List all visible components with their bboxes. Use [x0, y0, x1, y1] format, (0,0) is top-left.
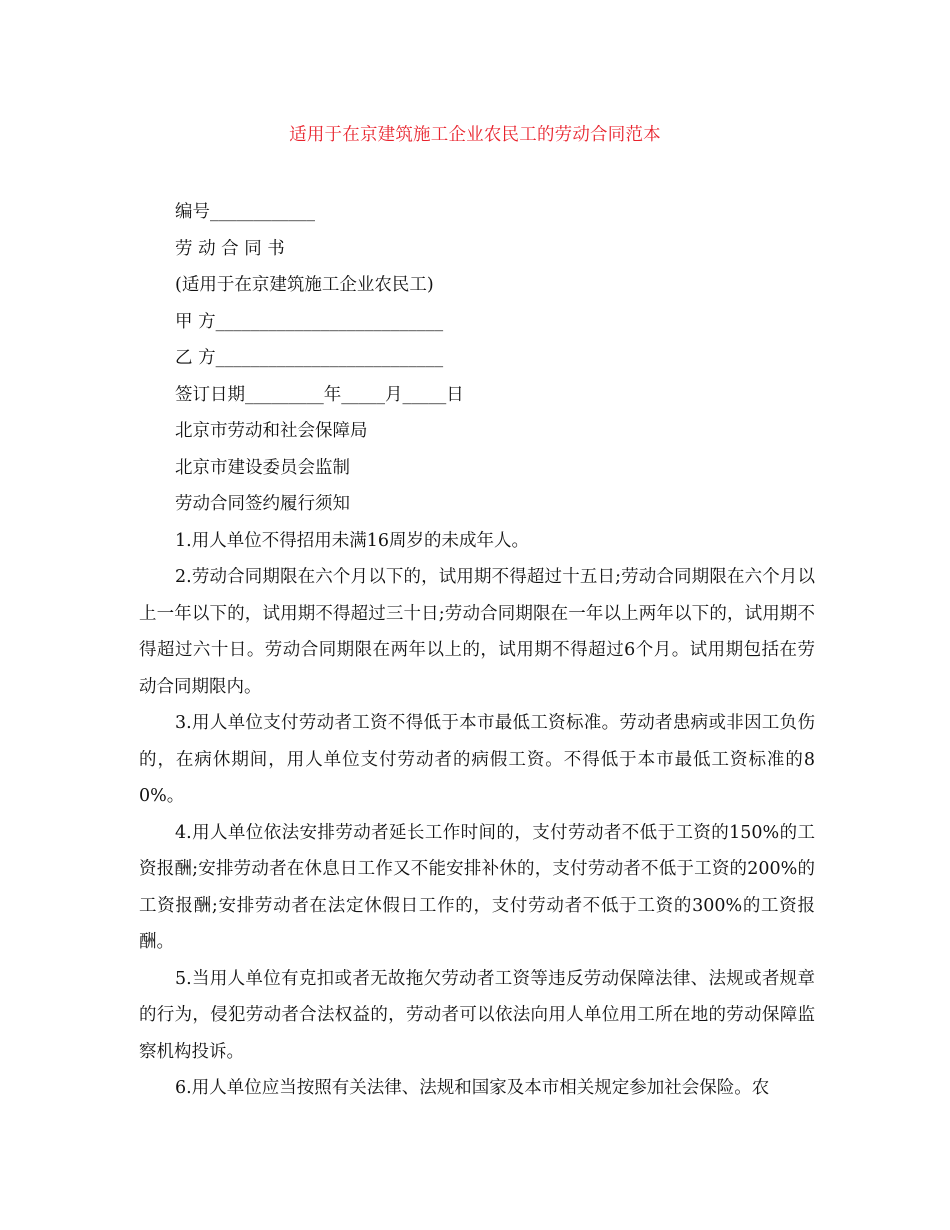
clause-1: 1.用人单位不得招用未满16周岁的未成年人。: [175, 530, 529, 551]
clause-6: 6.用人单位应当按照有关法律、法规和国家及本市相关规定参加社会保险。农: [175, 1078, 770, 1098]
contract-number-line: 编号____________: [175, 202, 315, 222]
signing-date-line: 签订日期_________年_____月_____日: [175, 384, 464, 405]
clause-5: 5.当用人单位有克扣或者无故拖欠劳动者工资等违反劳动保障法律、法规或者规章的行为，侵犯劳动者合法权益的，劳动者可以依法向用人单位用工所在地的劳动保障监察机构投诉。: [139, 968, 815, 1062]
clause-3: 3.用人单位支付劳动者工资不得低于本市最低工资标准。劳动者患病或非因工负伤的，在病休期间，用人单位支付劳动者的病假工资。不得低于本市最低工资标准的80%。: [139, 713, 815, 806]
applicability-note: (适用于在京建筑施工企业农民工): [175, 275, 434, 295]
document-body: [139, 194, 815, 1107]
party-b-line: 乙 方__________________________: [175, 348, 444, 368]
contract-book-heading: 劳 动 合 同 书: [175, 238, 285, 259]
clause-2: 2.劳动合同期限在六个月以下的，试用期不得超过十五日;劳动合同期限在六个月以上一年以下的，试用期不得超过三十日;劳动合同期限在一年以上两年以下的，试用期不得超过六十日。劳动合同期限在两年以上的，试用期不得超过6个月。试用期包括在劳动合同期限内。: [139, 567, 815, 697]
issuer-construction-committee: 北京市建设委员会监制: [175, 457, 350, 478]
document-title: 适用于在京建筑施工企业农民工的劳动合同范本: [289, 125, 661, 145]
notice-heading: 劳动合同签约履行须知: [175, 494, 350, 514]
clause-4: 4.用人单位依法安排劳动者延长工作时间的，支付劳动者不低于工资的150%的工资报酬;安排劳动者在休息日工作又不能安排补休的，支付劳动者不低于工资的200%的工资报酬;安排劳动者在法定休假日工作的，支付劳动者不低于工资的300%的工资报酬。: [139, 822, 815, 952]
party-a-line: 甲 方__________________________: [175, 311, 444, 332]
issuer-labor-bureau: 北京市劳动和社会保障局: [175, 421, 368, 441]
